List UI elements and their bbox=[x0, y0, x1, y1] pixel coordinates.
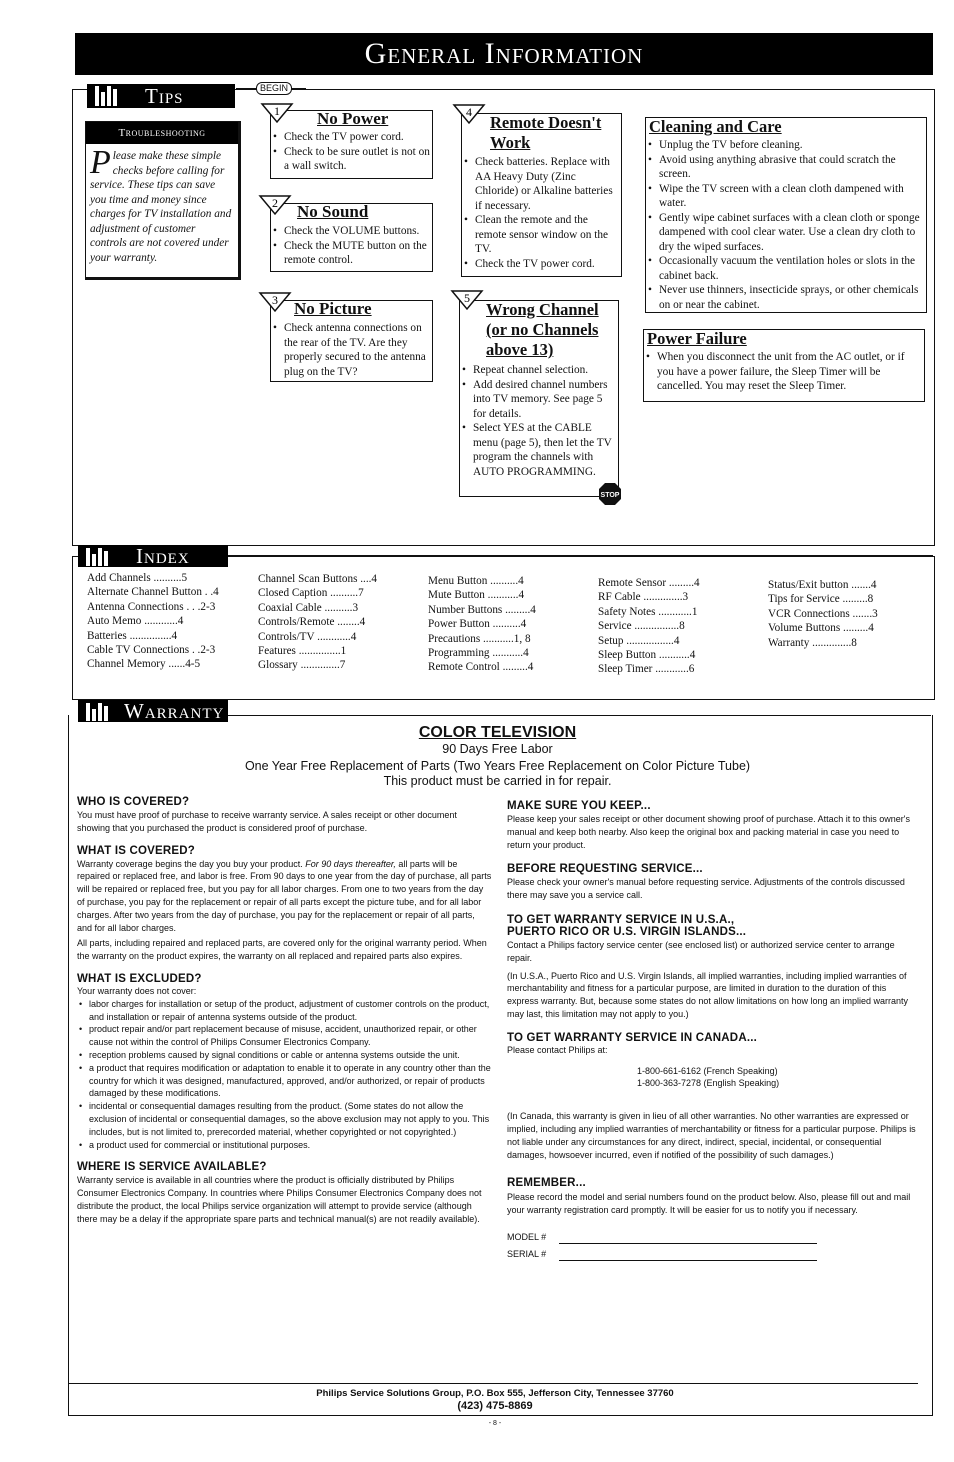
usa-service-title-2: PUERTO RICO OR U.S. VIRGIN ISLANDS... bbox=[507, 925, 747, 938]
index-entry-leader: . . bbox=[189, 644, 201, 657]
no-sound-item: • Check the MUTE button on the remote control. bbox=[271, 239, 432, 268]
index-entry bbox=[428, 588, 536, 602]
svg-text:2: 2 bbox=[272, 196, 278, 210]
troubleshooting-label: Troubleshooting bbox=[86, 122, 238, 144]
index-entry-leader: ........... bbox=[489, 647, 524, 660]
index-entry-page: 1 bbox=[340, 645, 347, 658]
index-entry-leader: ......... bbox=[840, 622, 869, 635]
power-failure-box bbox=[643, 329, 925, 402]
index-entry-page: 3 bbox=[352, 601, 359, 614]
index-entry bbox=[768, 636, 878, 650]
index-entry-label: Setup bbox=[598, 634, 624, 647]
no-sound-box bbox=[270, 203, 433, 272]
index-entry-label: Features bbox=[258, 645, 296, 658]
index-entry-label: Mute Button bbox=[428, 589, 485, 602]
excluded-item: • a product used for commercial or institutional purposes. bbox=[77, 1139, 492, 1152]
index-entry-page: 4 bbox=[868, 622, 874, 635]
model-number-label: MODEL # bbox=[507, 1231, 547, 1242]
index-column bbox=[87, 571, 219, 672]
index-entry bbox=[768, 621, 878, 635]
no-picture-box bbox=[270, 300, 433, 382]
what-excluded-list bbox=[77, 998, 492, 1152]
no-power-item: • Check to be sure outlet is not on a wall switch. bbox=[271, 145, 432, 174]
remote-item: • Clean the remote and the remote sensor window on the TV. bbox=[462, 213, 621, 257]
index-entry bbox=[598, 634, 700, 648]
index-entry-page: 1 bbox=[691, 605, 698, 618]
power-failure-title: Power Failure bbox=[647, 329, 747, 348]
wrong-channel-item: • Repeat channel selection. bbox=[460, 363, 618, 378]
index-column bbox=[428, 574, 536, 675]
index-entry-label: Status/Exit button bbox=[768, 579, 849, 591]
troubleshooting-text: lease make these simple checks before calling for service. These tips can save you time and money since charges for TV installation and adjustment of customer controls are not covered under your warranty. bbox=[90, 150, 232, 264]
index-entry bbox=[87, 571, 219, 585]
index-column bbox=[598, 576, 700, 677]
canada-phone-english: 1-800-363-7278 (English Speaking) bbox=[637, 1078, 780, 1089]
index-entry-label: Warranty bbox=[768, 636, 810, 649]
index-entry-label: RF Cable bbox=[598, 591, 641, 604]
remote-box bbox=[461, 113, 622, 277]
remember-title: REMEMBER... bbox=[507, 1177, 586, 1190]
index-entry-page: 4 bbox=[171, 629, 178, 642]
model-number-field[interactable] bbox=[507, 1231, 919, 1244]
usa-service-title: TO GET WARRANTY SERVICE IN U.S.A., bbox=[507, 913, 735, 926]
no-power-box bbox=[270, 110, 433, 179]
index-entry-leader: ............... bbox=[126, 629, 172, 642]
index-entry bbox=[87, 600, 219, 614]
index-entry-page: 7 bbox=[358, 587, 364, 600]
where-service-text: Warranty service is available in all countries where the product is officially distributed by Philips Consumer Electronics Company. In countries where Philips Consumer Electronics Company does not distribute the product, the local Philips service organization will attempt to provide service (although there may be a delay if the appropriate spare parts and technical manual(s) are not readily available). bbox=[77, 1175, 482, 1224]
index-entry-leader: ......... bbox=[502, 603, 531, 616]
svg-text:4: 4 bbox=[466, 105, 472, 119]
index-entry-page: 7 bbox=[339, 659, 346, 672]
step-4-arrow-icon bbox=[452, 101, 486, 125]
index-entry bbox=[258, 644, 377, 658]
warranty-sub-labor: 90 Days Free Labor bbox=[442, 742, 553, 756]
cleaning-item: • Avoid using anything abrasive that could scratch the screen. bbox=[646, 153, 924, 182]
index-entry-leader: .............. bbox=[297, 659, 340, 672]
excluded-item: • product repair and/or part replacement because of misuse, accident, unauthorized repair, or other cause not within the control of Philips Consumer Electronics Company. bbox=[77, 1023, 492, 1049]
warranty-sub-parts: One Year Free Replacement of Parts (Two Years Free Replacement on Color Picture Tube) bbox=[244, 759, 751, 773]
index-entry-label: Remote Sensor bbox=[598, 577, 667, 589]
excluded-item: • incidental or consequential damages resulting from the product. (Some states do not allow the exclusion of incidental or consequential damages, so the above exclusion may not apply to you. This includes, but is not limited to, prerecorded material, whether copyrighted or not copyrighted.) bbox=[77, 1100, 492, 1138]
index-entry-page: 4 bbox=[371, 573, 378, 585]
remote-item: • Check the TV power cord. bbox=[462, 257, 621, 272]
index-entry bbox=[428, 646, 536, 660]
svg-text:5: 5 bbox=[464, 291, 470, 305]
index-tab: Index bbox=[78, 545, 228, 567]
index-entry-leader: .............. bbox=[640, 591, 683, 604]
usa-service-text: Contact a Philips factory service center (see enclosed list) or authorized service center to arrange repair. bbox=[507, 939, 895, 963]
index-entry-page: 1, 8 bbox=[513, 632, 531, 645]
index-entry-page: 4 bbox=[177, 615, 184, 628]
no-picture-item: • Check antenna connections on the rear of the TV. Are they properly secured to the antenna plug on the TV? bbox=[271, 321, 432, 379]
serial-number-line[interactable] bbox=[559, 1250, 817, 1261]
index-entry bbox=[768, 592, 878, 606]
index-entry-leader: ....... bbox=[849, 607, 873, 620]
index-entry-label: Coaxial Cable bbox=[258, 601, 322, 614]
index-entry-page: 4 bbox=[359, 616, 366, 629]
remote-title: Remote Doesn't Work bbox=[490, 113, 602, 152]
warranty-rule bbox=[228, 715, 931, 716]
index-entry-page: 8 bbox=[851, 636, 857, 649]
step-2-arrow-icon bbox=[258, 192, 292, 216]
index-entry-page: 6 bbox=[688, 663, 695, 676]
footer-address: Philips Service Solutions Group, P.O. Box 555, Jefferson City, Tennessee 37760 bbox=[316, 1388, 674, 1399]
index-entry-leader: ................. bbox=[623, 634, 674, 647]
cleaning-item: • Unplug the TV before cleaning. bbox=[646, 138, 924, 153]
index-entry bbox=[87, 629, 219, 643]
canada-service-text: (In Canada, this warranty is given in lieu of all other warranties. No other warranties are expressed or implied, including any implied warranties of merchantability or fitness for a particular purpose. Philips is not liable under any circumstances for any direct, indirect, special, incidental, or consequential damages, howsoever incurred, even if notified of the possibility of such damages.) bbox=[507, 1111, 916, 1160]
index-rule bbox=[228, 555, 933, 556]
index-entry-page: 2-3 bbox=[200, 600, 216, 613]
no-picture-title: No Picture bbox=[294, 299, 372, 318]
manual-logo-icon bbox=[95, 86, 125, 106]
index-entry bbox=[428, 632, 536, 646]
canada-phone-french: 1-800-661-6162 (French Speaking) bbox=[637, 1065, 778, 1076]
index-entry bbox=[258, 615, 377, 629]
cleaning-item: • Never use thinners, insecticide sprays, or other chemicals on or near the cabinet. bbox=[646, 283, 924, 312]
who-covered-text: You must have proof of purchase to receive warranty service. A sales receipt or other document showing that you purchased the product is considered proof of purchase. bbox=[77, 810, 457, 833]
before-service-text: Please check your owner's manual before requesting service. Adjustments of the controls discussed there may save you a service call. bbox=[507, 877, 905, 901]
index-entry-page: 4 bbox=[350, 630, 357, 643]
cleaning-box bbox=[645, 117, 927, 313]
index-entry-leader: .......... bbox=[489, 618, 521, 631]
footer-rule bbox=[68, 1383, 918, 1384]
index-entry bbox=[87, 643, 219, 657]
excluded-item: • labor charges for installation or setup of the product, adjustment of customer controls on the product, and installation or repair of antenna systems outside of the product. bbox=[77, 998, 492, 1024]
index-entry-leader: ......... bbox=[666, 577, 695, 589]
index-entry bbox=[598, 576, 700, 590]
svg-text:3: 3 bbox=[272, 293, 278, 307]
no-power-item: • Check the TV power cord. bbox=[271, 130, 432, 145]
what-covered-text-2: All parts, including repaired and replaced parts, are covered only for the original warranty period. When the warranty on the product expires, the warranty on all replaced and repaired parts also expires. bbox=[77, 938, 487, 962]
index-entry-label: Precautions bbox=[428, 632, 481, 645]
index-entry bbox=[258, 586, 377, 600]
index-entry-label: Controls/TV bbox=[258, 630, 315, 643]
index-entry-page: 4 bbox=[213, 586, 219, 599]
index-entry-leader: ....... bbox=[848, 579, 871, 591]
index-entry-label: Volume Buttons bbox=[768, 622, 841, 635]
index-entry-leader: .............. bbox=[809, 636, 852, 649]
usa-service-text-2: (In U.S.A., Puerto Rico and U.S. Virgin Islands, all implied warranties, including implied warranties of merchantability and fitness for a particular purpose, are limited in duration to the duration of this express warranty. But, because some states do not allow limitations on how long an implied warranty may last, this limitation may not apply to you.) bbox=[507, 970, 909, 1019]
index-entry-page: 3 bbox=[682, 591, 689, 604]
canada-service-title: TO GET WARRANTY SERVICE IN CANADA... bbox=[507, 1031, 758, 1044]
wrong-channel-title: Wrong Channel (or no Channels above 13) bbox=[486, 300, 599, 359]
what-excluded-title: WHAT IS EXCLUDED? bbox=[77, 972, 202, 985]
index-entry bbox=[258, 601, 377, 615]
what-covered-text: Warranty coverage begins the day you buy your product. For 90 days thereafter, all parts will be repaired or replaced free, and labor is free. From 90 days to one year from the day of purchase, all parts will be repaired or replaced free, but you pay for all labor charges. From one to two years from the day of purchase, you pay for the replacement or repair of all parts except the picture tube, and for all labor charges. After two years from the day of purchase, you pay for the replacement or repair of all parts, and for all labor charges. bbox=[77, 858, 492, 933]
remote-item: • Check batteries. Replace with AA Heavy Duty (Zinc Chloride) or Alkaline batteries if necessary. bbox=[462, 155, 621, 213]
index-entry-leader: ................ bbox=[631, 620, 680, 633]
warranty-heading: COLOR TELEVISION bbox=[418, 724, 577, 741]
cleaning-title: Cleaning and Care bbox=[649, 117, 782, 136]
tips-tab: Tips bbox=[87, 84, 235, 108]
drop-cap: P bbox=[90, 144, 111, 181]
warranty-sub-carry: This product must be carried in for repair. bbox=[383, 774, 612, 788]
index-entry-page: 2-3 bbox=[200, 644, 216, 657]
index-entry-page: 4 bbox=[870, 579, 877, 591]
index-entry-label: Programming bbox=[428, 647, 490, 660]
index-entry-label: Antenna Connections bbox=[87, 600, 184, 613]
what-excluded-intro: Your warranty does not cover: bbox=[77, 985, 197, 996]
index-entry bbox=[258, 658, 377, 672]
svg-text:STOP: STOP bbox=[600, 492, 620, 499]
stop-sign-icon bbox=[598, 482, 622, 506]
index-entry-label: Menu Button bbox=[428, 575, 488, 587]
index-entry-page: 4 bbox=[520, 618, 527, 631]
index-entry-label: Controls/Remote bbox=[258, 616, 335, 629]
index-entry-label: Auto Memo bbox=[87, 615, 142, 628]
what-covered-title: WHAT IS COVERED? bbox=[77, 844, 195, 857]
cleaning-item: • Gently wipe cabinet surfaces with a clean cloth or sponge dampened with cool clear water. Use a clean dry cloth to dry the wiped surfaces. bbox=[646, 211, 924, 255]
index-entry-leader: ............ bbox=[141, 615, 178, 628]
step-5-arrow-icon bbox=[450, 287, 484, 311]
index-entry bbox=[768, 578, 878, 592]
index-entry-page: 8 bbox=[679, 620, 685, 633]
troubleshooting-box bbox=[85, 121, 241, 280]
make-sure-title: MAKE SURE YOU KEEP... bbox=[507, 800, 651, 812]
index-entry bbox=[87, 657, 219, 671]
index-entry-page: 5 bbox=[181, 572, 188, 584]
index-entry-label: Number Buttons bbox=[428, 603, 503, 616]
index-entry-label: Alternate Channel Button bbox=[87, 586, 202, 599]
no-power-title: No Power bbox=[317, 109, 389, 128]
index-entry bbox=[258, 572, 377, 586]
index-entry bbox=[428, 617, 536, 631]
index-entry-leader: ........... bbox=[480, 632, 514, 645]
index-entry bbox=[428, 574, 536, 588]
index-entry-page: 4 bbox=[694, 577, 700, 589]
index-entry-leader: ........ bbox=[334, 616, 360, 629]
step-3-arrow-icon bbox=[258, 289, 292, 313]
excluded-item: • reception problems caused by signal conditions or cable or antenna systems outside the unit. bbox=[77, 1049, 492, 1062]
svg-text:1: 1 bbox=[274, 104, 280, 118]
page-number: - 8 - bbox=[488, 1420, 502, 1427]
index-entry-leader: ........... bbox=[484, 589, 519, 602]
index-entry bbox=[258, 630, 377, 644]
index-entry bbox=[768, 607, 878, 621]
index-entry bbox=[598, 605, 700, 619]
index-entry bbox=[87, 614, 219, 628]
index-entry bbox=[598, 590, 700, 604]
index-entry-label: VCR Connections bbox=[768, 607, 850, 620]
index-entry-label: Closed Caption bbox=[258, 587, 328, 600]
no-sound-title: No Sound bbox=[297, 202, 369, 221]
warranty-right-column bbox=[507, 800, 919, 1261]
before-service-title: BEFORE REQUESTING SERVICE... bbox=[507, 863, 703, 876]
index-entry-page: 4 bbox=[530, 603, 536, 616]
index-entry bbox=[428, 660, 536, 674]
index-column bbox=[258, 572, 377, 673]
index-entry-page: 4 bbox=[518, 575, 524, 587]
cleaning-item: • Wipe the TV screen with a clean cloth dampened with water. bbox=[646, 182, 924, 211]
index-entry-leader: ............ bbox=[652, 663, 689, 676]
index-entry-label: Service bbox=[598, 620, 632, 633]
index-entry-label: Channel Memory bbox=[87, 658, 166, 671]
index-entry-leader: .... bbox=[357, 573, 372, 585]
index-entry-page: 4-5 bbox=[185, 658, 201, 671]
index-entry-page: 3 bbox=[872, 607, 878, 620]
excluded-item: • a product that requires modification or adaptation to enable it to operate in any country other than the country for which it was designed, manufactured, approved, and/or authorized, or repair of products damaged by these modifications. bbox=[77, 1062, 492, 1100]
index-entry-leader: ......... bbox=[499, 661, 528, 674]
index-entry-leader: ............ bbox=[314, 630, 351, 643]
warranty-tab: Warranty bbox=[78, 700, 228, 722]
index-entry-leader: ............ bbox=[655, 605, 692, 618]
manual-logo-icon bbox=[86, 701, 116, 721]
serial-number-field[interactable] bbox=[507, 1248, 919, 1261]
page-title: General Information bbox=[75, 33, 933, 75]
footer-phone: (423) 475-8869 bbox=[457, 1400, 533, 1412]
index-entry-page: 4 bbox=[518, 589, 525, 602]
serial-number-label: SERIAL # bbox=[507, 1248, 547, 1259]
index-column bbox=[768, 578, 878, 650]
index-entry bbox=[598, 662, 700, 676]
index-entry-leader: .......... bbox=[321, 601, 353, 614]
manual-logo-icon bbox=[86, 546, 116, 566]
index-entry-page: 4 bbox=[689, 649, 696, 662]
model-number-line[interactable] bbox=[559, 1233, 817, 1244]
index-entry-page: 4 bbox=[523, 647, 529, 660]
index-entry-leader: ......... bbox=[839, 593, 868, 606]
who-covered-title: WHO IS COVERED? bbox=[77, 796, 190, 808]
index-entry-page: 8 bbox=[867, 593, 874, 606]
no-sound-item: • Check the VOLUME buttons. bbox=[271, 224, 432, 239]
power-failure-item: • When you disconnect the unit from the AC outlet, or if you have a power failure, the Sleep Timer will be cancelled. You may reset the Sleep Timer. bbox=[644, 350, 920, 394]
where-service-title: WHERE IS SERVICE AVAILABLE? bbox=[77, 1161, 267, 1174]
index-entry-leader: ............... bbox=[295, 645, 341, 658]
index-entry-label: Tips for Service bbox=[768, 593, 840, 606]
index-entry-label: Safety Notes bbox=[598, 605, 656, 618]
index-entry-page: 4 bbox=[527, 661, 534, 674]
index-entry-leader: . . bbox=[201, 586, 214, 599]
remember-text: Please record the model and serial numbers found on the product below. Also, please fill out and mail your warranty registration card promptly. It will be easier for us to notify you if necessary. bbox=[507, 1192, 911, 1216]
index-entry-label: Power Button bbox=[428, 618, 490, 631]
index-entry-leader: .......... bbox=[150, 572, 182, 584]
index-entry-label: Glossary bbox=[258, 659, 298, 672]
index-entry-label: Sleep Timer bbox=[598, 663, 653, 676]
index-entry-leader: . . . bbox=[183, 600, 201, 613]
step-1-arrow-icon bbox=[260, 100, 294, 124]
index-entry-label: Channel Scan Buttons bbox=[258, 573, 358, 585]
begin-label: BEGIN bbox=[256, 82, 292, 95]
warranty-left-column bbox=[77, 796, 492, 1226]
cleaning-item: • Occasionally vacuum the ventilation holes or slots in the cabinet back. bbox=[646, 254, 924, 283]
index-entry-leader: .......... bbox=[327, 587, 359, 600]
index-entry-label: Batteries bbox=[87, 629, 127, 642]
index-entry-leader: ........... bbox=[656, 649, 690, 662]
index-entry-leader: ...... bbox=[165, 658, 186, 671]
index-entry-label: Add Channels bbox=[87, 572, 151, 584]
index-entry bbox=[598, 619, 700, 633]
wrong-channel-item: • Select YES at the CABLE menu (page 5), then let the TV program the channels with AUTO PROGRAMMING. bbox=[460, 421, 618, 479]
index-entry bbox=[598, 648, 700, 662]
index-entry-page: 4 bbox=[673, 634, 680, 647]
make-sure-text: Please keep your sales receipt or other document showing proof of purchase. Attach it to this owner's manual and keep both nearby. Also keep the original box and packing material in case you need to return your product. bbox=[507, 814, 910, 850]
index-entry bbox=[87, 585, 219, 599]
index-entry-leader: .......... bbox=[487, 575, 519, 587]
canada-service-intro: Please contact Philips at: bbox=[507, 1044, 608, 1055]
wrong-channel-box bbox=[459, 300, 619, 497]
index-entry bbox=[428, 603, 536, 617]
index-entry-label: Remote Control bbox=[428, 661, 500, 674]
wrong-channel-item: • Add desired channel numbers into TV memory. See page 5 for details. bbox=[460, 378, 618, 422]
index-entry-label: Sleep Button bbox=[598, 649, 657, 662]
index-entry-label: Cable TV Connections bbox=[87, 644, 190, 657]
